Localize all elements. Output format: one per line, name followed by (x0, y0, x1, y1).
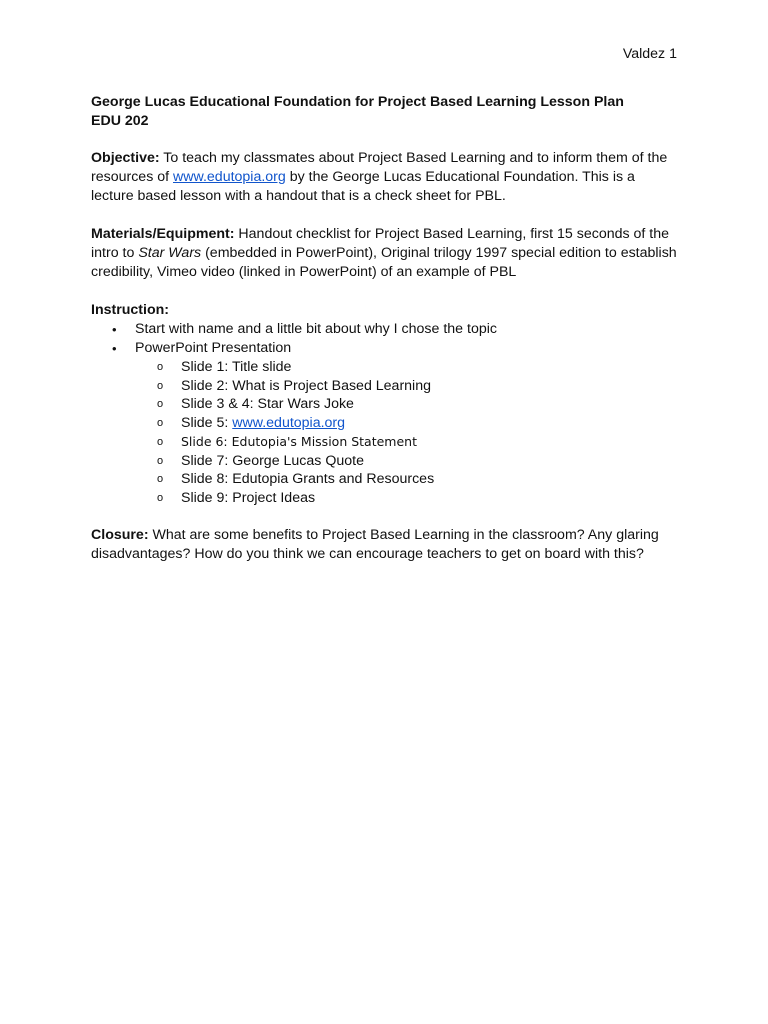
slide-5-prefix: Slide 5: (181, 415, 233, 432)
materials-label: Materials/Equipment: (91, 226, 235, 242)
slide-item (135, 395, 681, 414)
closure-paragraph (91, 526, 681, 564)
slide-item (135, 358, 681, 377)
sub-bullet-icon: o (157, 379, 164, 392)
list-item-text: PowerPoint Presentation (135, 340, 292, 356)
sub-bullet-icon: o (157, 491, 164, 504)
slide-list (135, 358, 681, 508)
slide-item (135, 470, 681, 489)
slide-5-edutopia-link[interactable]: www.edutopia.org (232, 415, 346, 432)
slide-item-text (181, 415, 345, 431)
document-title (91, 93, 681, 131)
sub-bullet-icon: o (157, 398, 164, 411)
slide-item-text: Slide 2: What is Project Based Learning (181, 377, 431, 394)
title-line-1: George Lucas Educational Foundation for Project Based Learning Lesson Plan (91, 94, 624, 110)
slide-item-text: Slide 8: Edutopia Grants and Resources (181, 471, 435, 488)
slide-item-text: Slide 6: Edutopia's Mission Statement (181, 433, 417, 449)
bullet-icon: • (112, 341, 117, 356)
edutopia-link[interactable]: www.edutopia.org (173, 169, 286, 185)
list-item (91, 339, 681, 508)
materials-text-2: (embedded in PowerPoint), Original trilogy 1997 special edition to establish credibility, Vimeo video (linked in PowerPoint) of an example of PBL (91, 245, 677, 280)
instruction-heading: Instruction: (91, 302, 170, 318)
slide-item (135, 433, 681, 452)
sub-bullet-icon: o (157, 435, 164, 448)
document-body (91, 93, 681, 583)
instruction-list (91, 320, 681, 508)
objective-paragraph (91, 149, 681, 206)
closure-label: Closure: (91, 526, 149, 543)
slide-item (135, 377, 681, 396)
materials-italic-title: Star Wars (138, 245, 202, 261)
objective-text-1: To teach my classmates about Project Based Learning and to inform them of the resources of (91, 150, 668, 185)
sub-bullet-icon: o (157, 361, 164, 373)
title-line-2: EDU 202 (91, 113, 149, 129)
closure-text: What are some benefits to Project Based Learning in the classroom? Any glaring disadvantages? How do you think we can encourage teachers to get on board with this? (91, 526, 659, 562)
list-item-text: Start with name and a little bit about why I chose the topic (135, 321, 497, 337)
slide-item-text: Slide 3 & 4: Star Wars Joke (181, 396, 354, 413)
objective-label: Objective: (91, 150, 160, 166)
slide-item-text: Slide 7: George Lucas Quote (181, 452, 364, 469)
slide-item (135, 452, 681, 471)
materials-paragraph (91, 225, 681, 282)
slide-item-text: Slide 9: Project Ideas (181, 489, 316, 506)
slide-item-text: Slide 1: Title slide (181, 359, 292, 375)
materials-text-1: Handout checklist for Project Based Learning, first 15 seconds of the intro to (91, 226, 670, 261)
objective-text-2: by the George Lucas Educational Foundation. This is a lecture based lesson with a handout that is a check sheet for PBL. (91, 169, 635, 204)
slide-item (135, 414, 681, 433)
sub-bullet-icon: o (157, 417, 164, 430)
slide-item (135, 489, 681, 508)
bullet-icon: • (112, 322, 117, 337)
sub-bullet-icon: o (157, 473, 164, 486)
list-item (91, 320, 681, 339)
page-header-label: Valdez 1 (622, 46, 677, 62)
sub-bullet-icon: o (157, 454, 164, 467)
